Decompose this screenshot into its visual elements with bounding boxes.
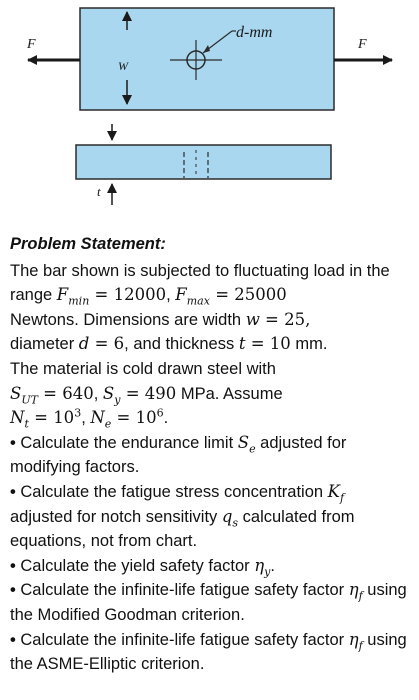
fmax-symbol: F	[175, 285, 187, 305]
w-symbol: w	[245, 309, 260, 329]
ne-exponent: 6	[156, 406, 164, 420]
sy-symbol: S	[102, 383, 115, 403]
bullet-4-text-end: using the Modified Goodman criterion.	[10, 581, 407, 624]
fmin-symbol: F	[56, 285, 69, 305]
intro-text-1: The bar shown is subjected to fluctuating load in the range	[10, 261, 390, 305]
ne-symbol: N	[90, 408, 105, 428]
problem-paragraph: The bar shown is subjected to fluctuating load in the range $F_{min} = 12000$, $F_{max} = 25000$ Newtons. Dimensions are width w = 25, diameter d = 6, and thickness t = 10 mm. The material is cold drawn steel with $S_{UT} = 640$, $S_y = 490$ MPa. Assume $N_t = 10^3$, $N_e = 10^6$.	[10, 261, 390, 431]
equals: =	[28, 408, 54, 428]
equals: =	[209, 285, 235, 305]
sy-value: 490	[144, 383, 177, 403]
figure-panel	[0, 0, 419, 222]
bullet-1-text: Calculate the endurance limit	[20, 433, 238, 452]
bullet-3-text: Calculate the yield safety factor	[20, 556, 255, 575]
nt-subscript: t	[24, 417, 29, 431]
bullet-5-text-end: using the ASME-Elliptic criterion.	[10, 630, 407, 674]
nt-exponent: 3	[74, 406, 82, 420]
w-value: 25	[284, 309, 306, 329]
sut-symbol: S	[10, 383, 22, 403]
bullet-4-text: Calculate the infinite-life fatigue safety factor	[20, 581, 349, 600]
bullet-item-2: • Calculate the fatigue stress concentration $K_f$ adjusted for notch sensitivity $q_s$ calculated from equations, not from chart.	[10, 481, 355, 551]
width-label: W	[118, 59, 128, 73]
bullet-item-4: • Calculate the infinite-life fatigue safety factor $\eta_f$ using the Modified Goodman criterion.	[10, 580, 407, 624]
fmin-subscript: min	[68, 294, 90, 308]
se-subscript: e	[249, 442, 256, 456]
se-symbol: S	[237, 432, 250, 452]
problem-heading: Problem Statement:	[10, 235, 166, 253]
bullet-item-5: • Calculate the infinite-life fatigue safety factor $\eta_f$ using the ASME-Elliptic criterion.	[10, 629, 407, 674]
force-left-label: F	[27, 37, 36, 52]
bullet-3-text-end: .	[270, 556, 275, 575]
unit-mm: mm.	[290, 335, 328, 354]
bullet-2-text: Calculate the fatigue stress concentration	[20, 482, 328, 501]
bar-diagram	[0, 0, 419, 222]
bullet-2-text-end: calculated from equations, not from chart.	[10, 507, 355, 551]
comma: ,	[93, 384, 103, 403]
bullet-item-1: • Calculate the endurance limit $S_e$ adjusted for modifying factors.	[10, 432, 347, 477]
sy-subscript: y	[114, 392, 121, 406]
eta-f-subscript: f	[358, 589, 363, 603]
d-value: 6	[113, 334, 125, 354]
sut-subscript: UT	[21, 392, 38, 406]
force-right-label: F	[358, 37, 367, 52]
intro-text-2: Newtons. Dimensions are width	[10, 310, 246, 329]
eta-y-symbol: η	[254, 555, 265, 575]
d-symbol: d	[78, 334, 90, 354]
diameter-label: d-mm	[236, 24, 273, 41]
intro-text-3: diameter	[10, 335, 79, 354]
bullet-item-3: • Calculate the yield safety factor $\eta_y$.	[10, 555, 275, 579]
unit-mpa: MPa. Assume	[176, 384, 283, 403]
eta-f-symbol: η	[348, 580, 359, 600]
equals: =	[37, 383, 63, 403]
fmin-value: 12000	[113, 285, 167, 305]
eta-y-subscript: y	[264, 565, 271, 579]
kf-symbol: K	[327, 481, 340, 501]
nt-value: 10	[53, 408, 75, 428]
problem-statement	[0, 222, 419, 700]
t-value: 10	[269, 334, 291, 354]
fmax-subscript: max	[186, 294, 210, 308]
ne-value: 10	[135, 408, 157, 428]
sut-value: 640	[62, 383, 94, 403]
ne-subscript: e	[104, 417, 112, 431]
qs-subscript: s	[232, 515, 239, 529]
side-view-bar	[76, 145, 331, 179]
comma: ,	[81, 409, 91, 428]
eta-f-symbol: η	[348, 629, 359, 649]
equals: =	[259, 309, 285, 329]
kf-subscript: f	[339, 491, 345, 505]
equals: =	[245, 334, 270, 354]
eta-f-subscript: f	[358, 638, 363, 652]
bullet-5-text: Calculate the infinite-life fatigue safety factor	[20, 630, 349, 649]
period: .	[163, 409, 169, 428]
nt-symbol: N	[10, 408, 25, 428]
thickness-label: t	[97, 184, 101, 199]
equals: =	[111, 408, 136, 428]
qs-symbol: q	[221, 506, 233, 526]
intro-text-4: , and thickness	[124, 335, 239, 354]
fmax-value: 25000	[234, 285, 287, 305]
comma: ,	[166, 286, 176, 305]
equals: =	[89, 334, 114, 354]
material-text: The material is cold drawn steel with	[10, 359, 276, 378]
equals: =	[120, 383, 145, 403]
bullet-2-text-mid: adjusted for notch sensitivity	[10, 507, 222, 526]
equals: =	[89, 285, 114, 305]
bullet-1-text-end: adjusted for modifying factors.	[10, 433, 347, 477]
t-symbol: t	[238, 334, 246, 354]
